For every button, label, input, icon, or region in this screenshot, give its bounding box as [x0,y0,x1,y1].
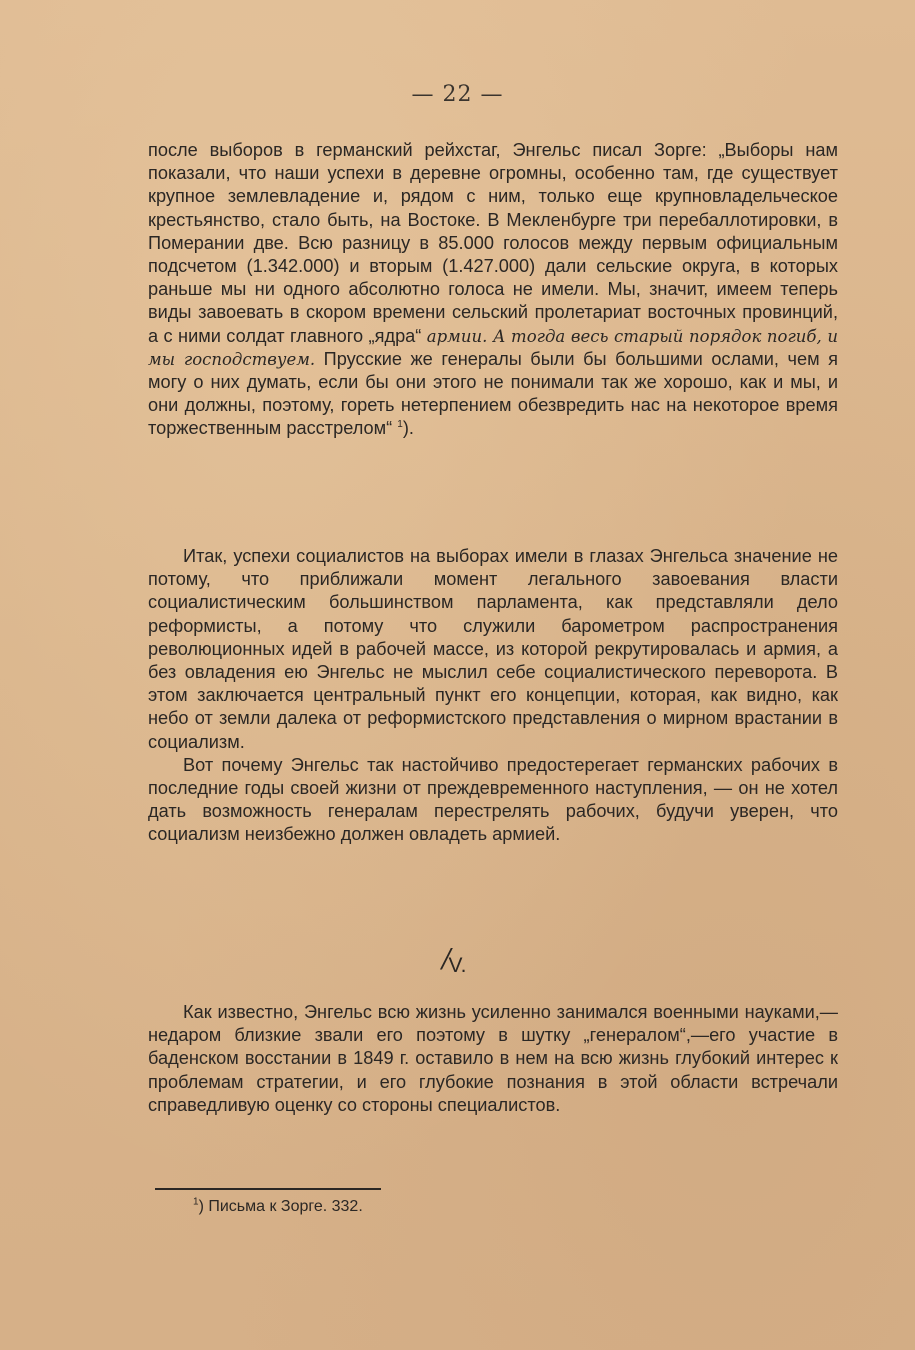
quote-italic-text: армии. А тогда весь старый порядок погиб, и мы господствуем. [148,326,838,369]
paragraph-4: Как известно, Энгельс всю жизнь усиленно занимался военными науками,—недаром близкие звали его поэтому в шутку „генералом“,—его участие в баденском восстании в 1849 г. оставило в нем на всю жизнь глубокий интерес к проблемам стратегии, и его глубокие познания в этой области встречали справедливую оценку со стороны специалистов. [148,1002,838,1115]
quote-text-before: после выборов в германский рейхстаг, Энгельс писал Зорге: „Выборы нам показали, что наши успехи в деревне огромны, особенно там, где существует крупное землевладение и, рядом с ним, только еще крупновладельческое крестьянство, стало быть, на Востоке. В Мекленбурге три перебаллотировки, в Померании две. Всю разницу в 85.000 голосов между первым официальным подсчетом (1.342.000) и вторым (1.427.000) дали сельские округа, в которых раньше мы ни одного абсолютно голоса не имели. Мы, значит, имеем теперь виды завоевать в скором времени сельский пролетариат восточных провинций, а с ними солдат главного „ядра“ [148,140,838,346]
footnote-reference: 1 [397,419,403,431]
section-heading: V. [448,954,467,977]
quote-text-after: Прусские же генералы были бы большими ослами, чем я могу о них думать, если бы они этого не понимали так же хорошо, как и мы, и они должны, поэтому, гореть нетерпением обезвредить нас на некоторое время торжественным расстрелом“ [148,348,838,439]
quote-closing: ). [402,418,414,439]
pencil-mark-icon: / [442,944,451,974]
text-block-bottom [148,1001,838,1117]
paragraph-3: Вот почему Энгельс так настойчиво предостерегает германских рабочих в последние годы своей жизни от преждевременного наступления, — он не хотел дать возможность генералам перестрелять рабочих, будучи уверен, что социализм неизбежно должен овладеть армией. [148,754,838,845]
page-number: — 22 — [411,82,504,107]
paragraph-quote [148,139,838,441]
text-block-middle [148,545,838,847]
footnote-marker: 1 [193,1196,199,1208]
footnote [193,1198,363,1216]
footnote-divider [155,1188,381,1190]
footnote-text: ) Письма к Зорге. 332. [198,1198,363,1215]
text-block-top [148,139,838,441]
paragraph-2: Итак, успехи социалистов на выборах имели в глазах Энгельса значение не потому, что приближали момент легального завоевания власти социалистическим большинством парламента, как представляли дело реформисты, а потому что служили барометром распространения революционных идей в рабочей массе, из которой рекрутировалась и армия, а без овладения ею Энгельс не мыслил себе социалистического переворота. В этом заключается центральный пункт его концепции, которая, как видно, как небо от земли далека от реформистского представления о мирном врастании в социализм. [148,546,838,752]
